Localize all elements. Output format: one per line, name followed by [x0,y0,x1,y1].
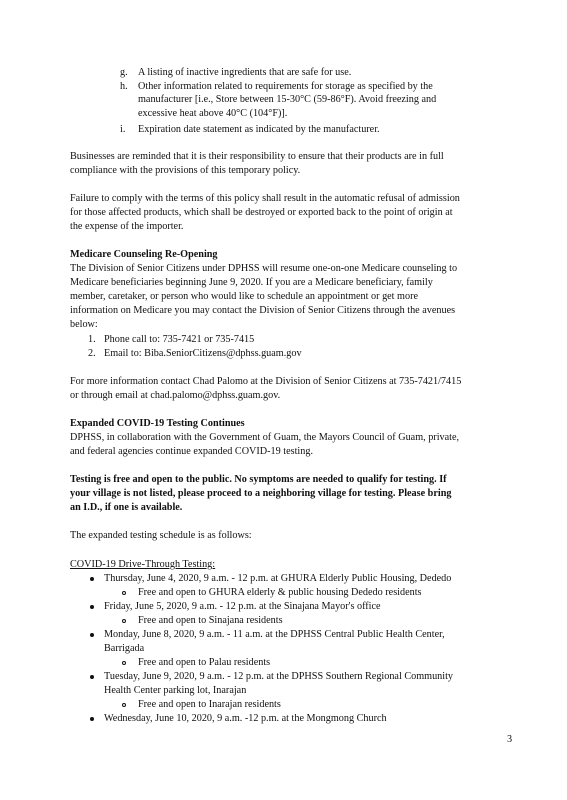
paragraph-line: Failure to comply with the terms of this policy shall result in the automatic refusal of admission [70,193,460,204]
list-marker: 2. [88,348,96,359]
paragraph-line: DPHSS, in collaboration with the Government of Guam, the Mayors Council of Guam, private, [70,432,460,443]
page-number: 3 [507,734,513,745]
notice-line: an I.D., if one is available. [70,502,183,513]
circle-bullet-icon [122,661,126,665]
paragraph-line: The Division of Senior Citizens under DPHSS will resume one-on-one Medicare counseling to [70,263,458,274]
event-line: Barrigada [104,643,145,654]
paragraph-line: For more information contact Chad Palomo at the Division of Senior Citizens at 735-7421/7415 [70,376,462,387]
list-item-text: manufacturer [i.e., Store between 15-30°C (59-86°F). Avoid freezing and [138,94,437,105]
phone-contact: Phone call to: 735-7421 or 735-7415 [104,334,255,345]
bullet-icon [90,717,94,721]
drive-through-heading: COVID-19 Drive-Through Testing: [70,559,216,570]
event-note: Free and open to Sinajana residents [138,615,283,626]
bullet-icon [90,675,94,679]
event-line: Thursday, June 4, 2020, 9 a.m. - 12 p.m. at GHURA Elderly Public Housing, Dededo [104,573,452,584]
paragraph-line: information on Medicare you may contact the Division of Senior Citizens through the avenues [70,305,456,316]
schedule-intro: The expanded testing schedule is as follows: [70,530,252,541]
list-item-text: excessive heat above 40°C (104°F)]. [138,108,288,119]
list-marker: g. [120,67,128,78]
circle-bullet-icon [122,591,126,595]
circle-bullet-icon [122,619,126,623]
bullet-icon [90,633,94,637]
event-line: Tuesday, June 9, 2020, 9 a.m. - 12 p.m. at the DPHSS Southern Regional Community [104,671,454,682]
paragraph-line: Businesses are reminded that it is their responsibility to ensure that their products are in full [70,151,444,162]
paragraph-line: member, caretaker, or person who would like to schedule an appointment or get more [70,291,418,302]
list-item-text: A listing of inactive ingredients that are safe for use. [138,67,352,78]
notice-line: your village is not listed, please proceed to a neighboring village for testing. Please bring [70,488,452,499]
section-heading: Expanded COVID-19 Testing Continues [70,418,245,429]
event-line: Wednesday, June 10, 2020, 9 a.m. -12 p.m. at the Mongmong Church [104,713,387,724]
list-item-text: Other information related to requirements for storage as specified by the [138,81,433,92]
section-heading: Medicare Counseling Re-Opening [70,249,218,260]
event-note: Free and open to Inarajan residents [138,699,281,710]
paragraph-line: compliance with the provisions of this temporary policy. [70,165,301,176]
bullet-icon [90,577,94,581]
paragraph-line: or through email at chad.palomo@dphss.guam.gov. [70,390,281,401]
notice-line: Testing is free and open to the public. No symptoms are needed to qualify for testing. If [70,474,447,485]
list-marker: 1. [88,334,96,345]
email-contact: Email to: Biba.SeniorCitizens@dphss.guam.gov [104,348,302,359]
bullet-icon [90,605,94,609]
list-marker: i. [120,124,126,135]
event-line: Monday, June 8, 2020, 9 a.m. - 11 a.m. at the DPHSS Central Public Health Center, [104,629,445,640]
event-note: Free and open to Palau residents [138,657,271,668]
paragraph-line: Medicare beneficiaries beginning June 9, 2020. If you are a Medicare beneficiary, family [70,277,433,288]
list-marker: h. [120,81,128,92]
paragraph-line: the expense of the importer. [70,221,184,232]
paragraph-line: and federal agencies continue expanded COVID-19 testing. [70,446,313,457]
list-item-text: Expiration date statement as indicated by the manufacturer. [138,124,380,135]
paragraph-line: below: [70,319,98,330]
event-note: Free and open to GHURA elderly & public housing Dededo residents [138,587,422,598]
event-line: Friday, June 5, 2020, 9 a.m. - 12 p.m. at the Sinajana Mayor's office [104,601,381,612]
event-line: Health Center parking lot, Inarajan [104,685,247,696]
paragraph-line: for those affected products, which shall be destroyed or exported back to the point of origin at [70,207,453,218]
circle-bullet-icon [122,703,126,707]
